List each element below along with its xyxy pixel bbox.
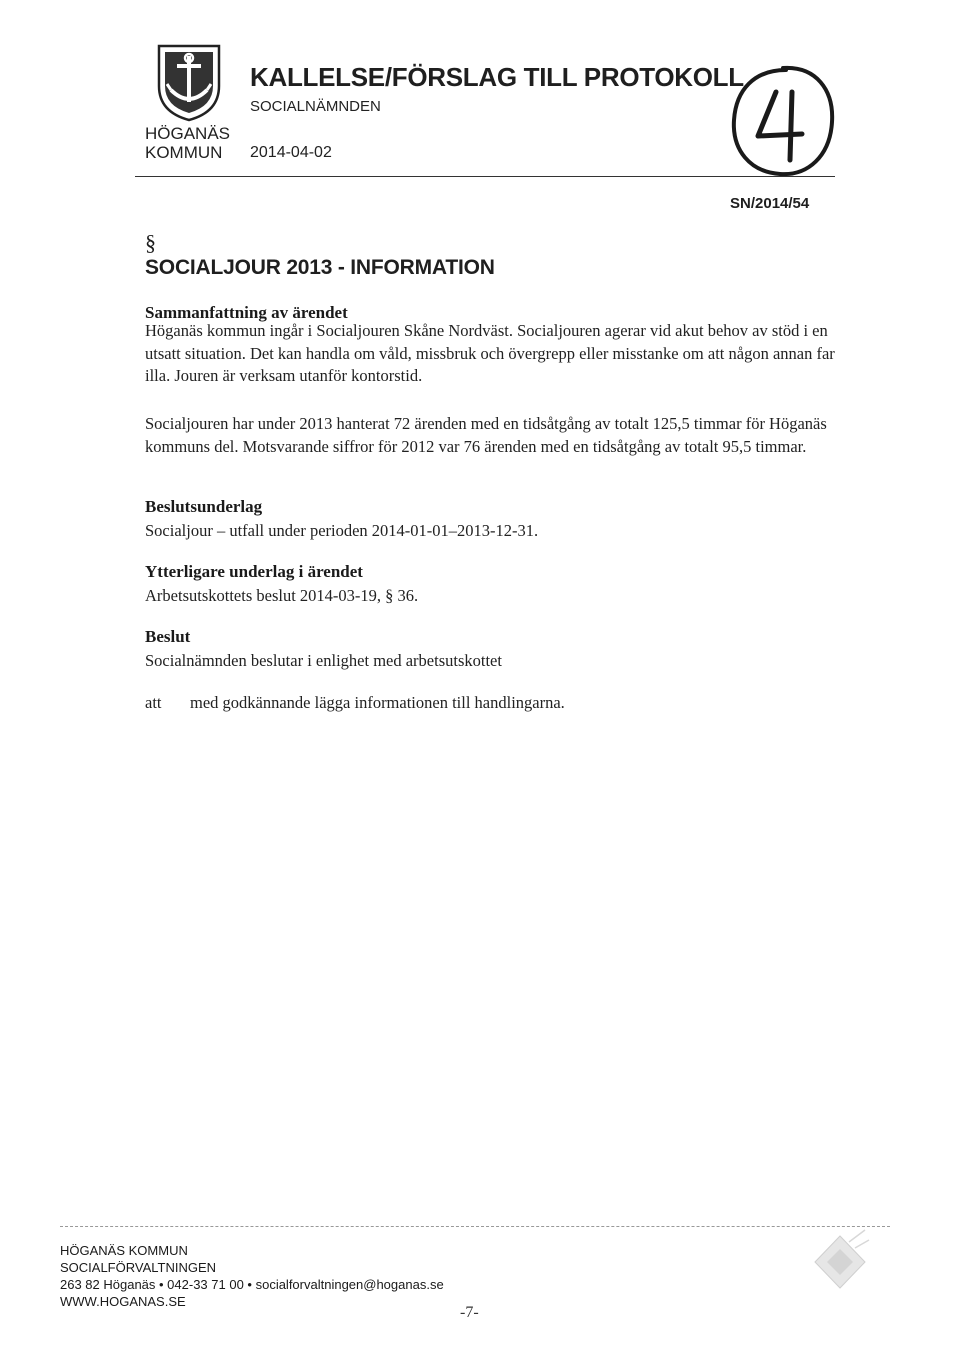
statistics-paragraph: Socialjouren har under 2013 hanterat 72 ärenden med en tidsåtgång av totalt 125,5 timmar för Höganäs kommuns del. Motsvarande siffror för 2012 var 76 ärenden med en tidsåtgång av totalt 95,5 timmar. <box>145 414 827 456</box>
municipality-name-line1: HÖGANÄS <box>145 124 231 143</box>
decision-clause <box>145 693 565 713</box>
footer-website: WWW.HOGANAS.SE <box>60 1294 186 1309</box>
handwritten-item-number-stamp <box>728 62 838 180</box>
decision-text: Socialnämnden beslutar i enlighet med arbetsutskottet <box>145 651 502 670</box>
additional-basis-heading: Ytterligare underlag i ärendet <box>145 562 363 581</box>
municipality-name <box>145 124 230 162</box>
footer <box>60 1242 444 1310</box>
municipal-coat-of-arms-logo <box>155 42 223 122</box>
municipality-name-line2: KOMMUN <box>145 143 223 162</box>
clause-keyword: att <box>145 693 162 712</box>
document-title: KALLELSE/FÖRSLAG TILL PROTOKOLL <box>250 62 744 92</box>
decision-basis-heading: Beslutsunderlag <box>145 497 263 516</box>
clause-text: med godkännande lägga informationen till handlingarna. <box>190 693 565 712</box>
section-mark: § <box>145 230 156 255</box>
committee-name: SOCIALNÄMNDEN <box>250 98 381 115</box>
case-number: SN/2014/54 <box>730 195 810 212</box>
page-number: -7- <box>460 1304 479 1321</box>
header-divider <box>135 176 835 177</box>
additional-basis-text: Arbetsutskottets beslut 2014-03-19, § 36. <box>145 586 419 605</box>
decision-heading: Beslut <box>145 627 191 646</box>
footer-dept: SOCIALFÖRVALTNINGEN <box>60 1260 217 1275</box>
footer-divider <box>60 1226 890 1227</box>
footer-contact: 263 82 Höganäs • 042-33 71 00 • socialforvaltningen@hoganas.se <box>60 1277 444 1292</box>
footer-org: HÖGANÄS KOMMUN <box>60 1243 188 1258</box>
summary-paragraph: Höganäs kommun ingår i Socialjouren Skåne Nordväst. Socialjouren agerar vid akut behov av stöd i en utsatt situation. Det kan handla om våld, missbruk och övergrepp eller misstanke om att någon annan far illa. Jouren är verksam utanför kontorstid. <box>145 321 835 385</box>
document-date: 2014-04-02 <box>250 144 332 161</box>
decision-basis-text: Socialjour – utfall under perioden 2014-01-01–2013-12-31. <box>145 521 539 540</box>
summary-heading: Sammanfattning av ärendet <box>145 303 348 322</box>
item-heading: SOCIALJOUR 2013 - INFORMATION <box>145 256 495 279</box>
faded-logo-watermark <box>805 1222 875 1302</box>
